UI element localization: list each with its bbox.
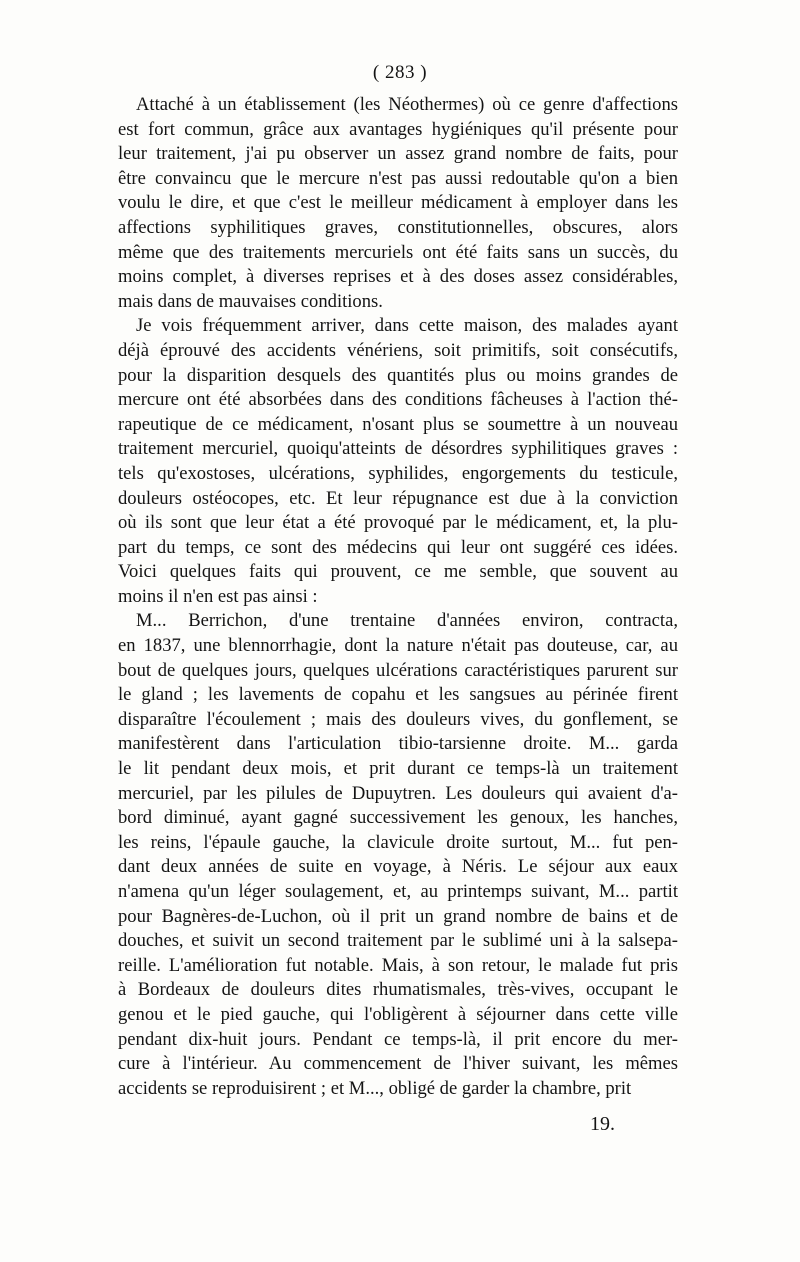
text-line: cure à l'intérieur. Au commencement de l'hiver suivant, les mêmes <box>118 1053 678 1075</box>
text-line: à Bordeaux de douleurs dites rhumatismales, très-vives, occupant le <box>118 979 678 1001</box>
text-line: Voici quelques faits qui prouvent, ce me semble, que souvent au <box>118 561 678 583</box>
text-line: M... Berrichon, d'une trentaine d'années environ, contracta, <box>136 610 678 632</box>
text-line: est fort commun, grâce aux avantages hygiéniques qu'il présente pour <box>118 118 678 140</box>
text-line: où ils sont que leur état a été provoqué par le médicament, et, la plu- <box>118 512 678 534</box>
text-line: accidents se reproduisirent ; et M..., obligé de garder la chambre, prit <box>118 1077 632 1099</box>
text-line: le lit pendant deux mois, et prit durant ce temps-là un traitement <box>118 758 678 780</box>
text-line: voulu le dire, et que c'est le meilleur médicament à employer dans les <box>118 192 678 214</box>
text-line: tels qu'exostoses, ulcérations, syphilides, engorgements du testicule, <box>118 462 678 484</box>
text-line: part du temps, ce sont des médecins qui leur ont suggéré ces idées. <box>118 536 678 558</box>
text-line: le gland ; les lavements de copahu et les sangsues au périnée firent <box>118 684 678 706</box>
text-line: en 1837, une blennorrhagie, dont la nature n'était pas douteuse, car, au <box>118 635 678 657</box>
text-line: mercure ont été absorbées dans des conditions fâcheuses à l'action thé- <box>118 389 678 411</box>
page-number: ( 283 ) <box>372 62 428 83</box>
text-line: disparaître l'écoulement ; mais des douleurs vives, du gonflement, se <box>118 708 678 730</box>
body-text <box>118 93 678 1101</box>
text-line: pour Bagnères-de-Luchon, où il prit un grand nombre de bains et de <box>118 905 678 927</box>
text-line: n'amena qu'un léger soulagement, et, au printemps suivant, M... partit <box>118 881 678 902</box>
text-line: pendant dix-huit jours. Pendant ce temps-là, il prit encore du mer- <box>118 1028 678 1050</box>
text-line: bord diminué, ayant gagné successivement les genoux, les hanches, <box>118 807 678 829</box>
text-line: leur traitement, j'ai pu observer un assez grand nombre de faits, pour <box>118 143 678 165</box>
text-line: mais dans de mauvaises conditions. <box>118 290 383 312</box>
text-line: pour la disparition desquels des quantités plus ou moins grandes de <box>118 364 678 386</box>
text-line: affections syphilitiques graves, constitutionnelles, obscures, alors <box>118 216 678 238</box>
text-line: moins il n'en est pas ainsi : <box>118 585 318 607</box>
text-line: déjà éprouvé des accidents vénériens, soit primitifs, soit consécutifs, <box>118 339 678 361</box>
text-line: les reins, l'épaule gauche, la clavicule droite surtout, M... fut pen- <box>118 831 678 853</box>
paragraph <box>118 609 678 1101</box>
paragraph <box>118 314 678 609</box>
text-line: douleurs ostéocopes, etc. Et leur répugnance est due à la conviction <box>118 487 678 509</box>
text-line: rapeutique de ce médicament, n'osant plus se soumettre à un nouveau <box>118 413 678 435</box>
text-line: douches, et suivit un second traitement par le sublimé uni à la salsepa- <box>118 930 678 952</box>
text-line: même que des traitements mercuriels ont été faits sans un succès, du <box>118 241 678 263</box>
text-line: mercuriel, par les pilules de Dupuytren. Les douleurs qui avaient d'a- <box>118 782 678 804</box>
text-line: moins complet, à diverses reprises et à des doses assez considérables, <box>118 266 678 288</box>
text-line: genou et le pied gauche, qui l'obligèrent à séjourner dans cette ville <box>118 1003 678 1025</box>
text-line: bout de quelques jours, quelques ulcérations caractéristiques parurent sur <box>118 659 678 681</box>
text-line: Je vois fréquemment arriver, dans cette maison, des malades ayant <box>136 315 678 337</box>
text-line: Attaché à un établissement (les Néothermes) où ce genre d'affections <box>136 94 678 115</box>
text-line: être convaincu que le mercure n'est pas aussi redoutable qu'on a bien <box>118 167 678 189</box>
text-line: traitement mercuriel, quoiqu'atteints de désordres syphilitiques graves : <box>118 438 678 460</box>
signature-mark: 19. <box>590 1113 615 1135</box>
text-line: dant deux années de suite en voyage, à Néris. Le séjour aux eaux <box>118 856 678 878</box>
paragraph <box>118 93 678 314</box>
text-line: manifestèrent dans l'articulation tibio-tarsienne droite. M... garda <box>118 733 678 755</box>
text-line: reille. L'amélioration fut notable. Mais, à son retour, le malade fut pris <box>118 954 678 976</box>
